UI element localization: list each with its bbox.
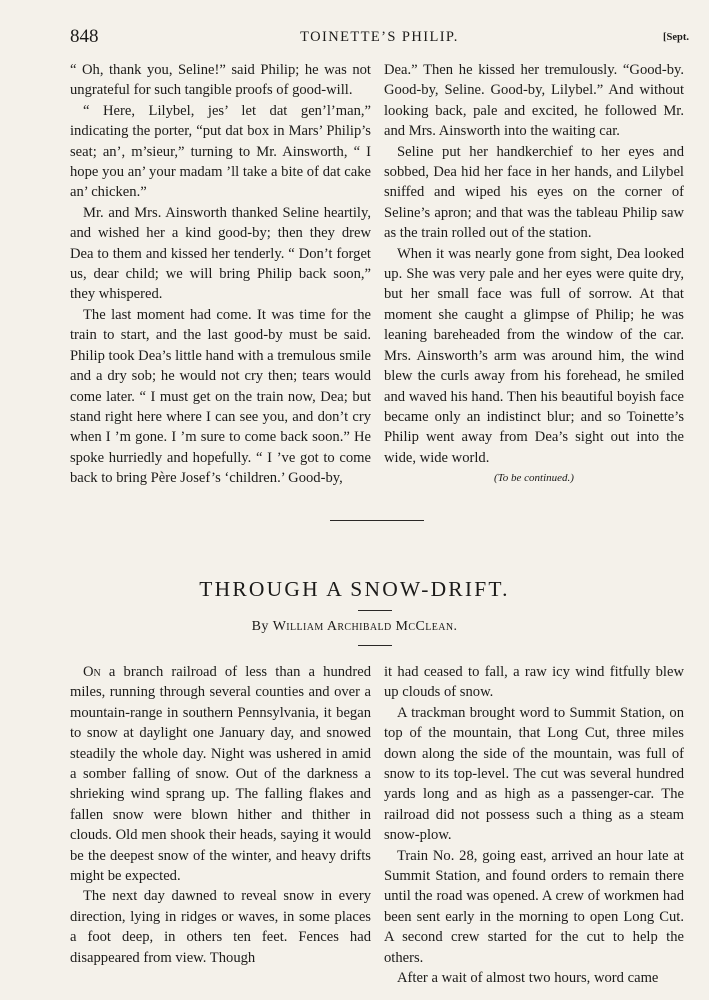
story1-column-left — [70, 60, 371, 489]
section-divider — [330, 520, 424, 521]
story2-column-right — [384, 662, 684, 989]
opening-word: On — [83, 664, 101, 680]
paragraph: “ Here, Lilybel, jes’ let dat gen’l’man,” indicating the porter, “put dat box in Mars’ Philip’s seat; an’, m’sieur,” turning to Mr. Ainsworth, “ I hope you an’ your madam ’ll take a bite of dat cake an’ chicken.” — [70, 102, 371, 201]
paragraph: “ Oh, thank you, Seline!” said Philip; he was not ungrateful for such tangible proofs of good-will. — [70, 62, 371, 99]
story2-column-left — [70, 662, 371, 968]
paragraph: The next day dawned to reveal snow in every direction, lying in ridges or waves, in some places a foot deep, in others ten feet. Fences had disappeared from view. Though — [70, 888, 371, 966]
article-title: THROUGH A SNOW-DRIFT. — [199, 577, 510, 601]
title-rule — [358, 610, 392, 611]
byline-prefix: By — [251, 619, 269, 634]
running-title: TOINETTE’S PHILIP. — [300, 29, 459, 45]
paragraph: When it was nearly gone from sight, Dea looked up. She was very pale and her eyes were quite dry, but her small face was full of sorrow. At that moment she caught a glimpse of Philip; he was leaning bareheaded from the window of the car. Mrs. Ainsworth’s arm was around him, the wind blew the curls away from his forehead, he smiled and waved his hand. Then his beautiful boyish face became only an indistinct blur; and so Toinette’s Philip went away from Dea’s sight out into the wide, wide world. — [384, 245, 684, 466]
paragraph: Dea.” Then he kissed her tremulously. “Good-by. Good-by, Seline. Good-by, Lilybel.” And without looking back, pale and excited, he followed Mr. and Mrs. Ainsworth into the waiting car. — [384, 62, 684, 140]
opening-paragraph — [70, 662, 371, 886]
paragraph: After a wait of almost two hours, word came — [397, 970, 659, 987]
paragraph: Train No. 28, going east, arrived an hour late at Summit Station, and found orders to remain there until the road was opened. A crew of workmen had been sent early in the morning to open Long Cut. A second crew started for the cut to help the others. — [384, 847, 684, 966]
opening-text: a branch railroad of less than a hundred miles, running through several counties and over a mountain-range in southern Pennsylvania, it began to snow at daylight one January day, and snowed steadily the whole day. Night was ushered in amid a somber falling of snow. Out of the darkness a shrieking wind sprang up. The falling flakes and fallen snow were blown hither and thither in clouds. Old men shook their heads, saying it would be the deepest snow of the winter, and heavy drifts might be expected. — [70, 664, 371, 885]
page-number: 848 — [70, 26, 99, 47]
paragraph: Seline put her handkerchief to her eyes and sobbed, Dea hid her face in her hands, and Lilybel sniffed and wiped his eyes on the corner of Seline’s apron; and that was the tableau Philip saw as the train rolled out of the station. — [384, 143, 684, 242]
paragraph: it had ceased to fall, a raw icy wind fitfully blew up clouds of snow. — [384, 664, 684, 701]
author-name: William Archibald McClean. — [272, 619, 458, 634]
paragraph: A trackman brought word to Summit Station, on top of the mountain, that Long Cut, three miles down along the side of the mountain, was full of snow to its top-level. The cut was several hundred yards long and as high as a passenger-car. The railroad did not possess such a thing as a steam snow-plow. — [384, 704, 684, 844]
to-be-continued-note: (To be continued.) — [494, 472, 574, 484]
paragraph: The last moment had come. It was time for the train to start, and the last good-by must be said. Philip took Dea’s little hand with a tremulous smile and a dry sob; he would not cry then; tears would come later. “ I must get on the train now, Dea; but stand right here where I can see you, and don’t cry when I ’m gone. I ’m sure to come back soon.” He spoke hurriedly and hopefully. “ I ’ve got to come back to bring Père Josef’s ‘children.’ Good-by, — [70, 306, 371, 487]
running-header — [70, 26, 689, 52]
issue-month: [Sept. — [663, 32, 689, 43]
paragraph: Mr. and Mrs. Ainsworth thanked Seline heartily, and wished her a kind good-by; then they drew Dea to them and kissed her tenderly. “ Don’t forget us, dear child; we will bring Philip back soon,” they whispered. — [70, 204, 371, 303]
byline — [0, 619, 709, 635]
byline-rule — [358, 645, 392, 646]
story1-column-right — [384, 60, 684, 468]
